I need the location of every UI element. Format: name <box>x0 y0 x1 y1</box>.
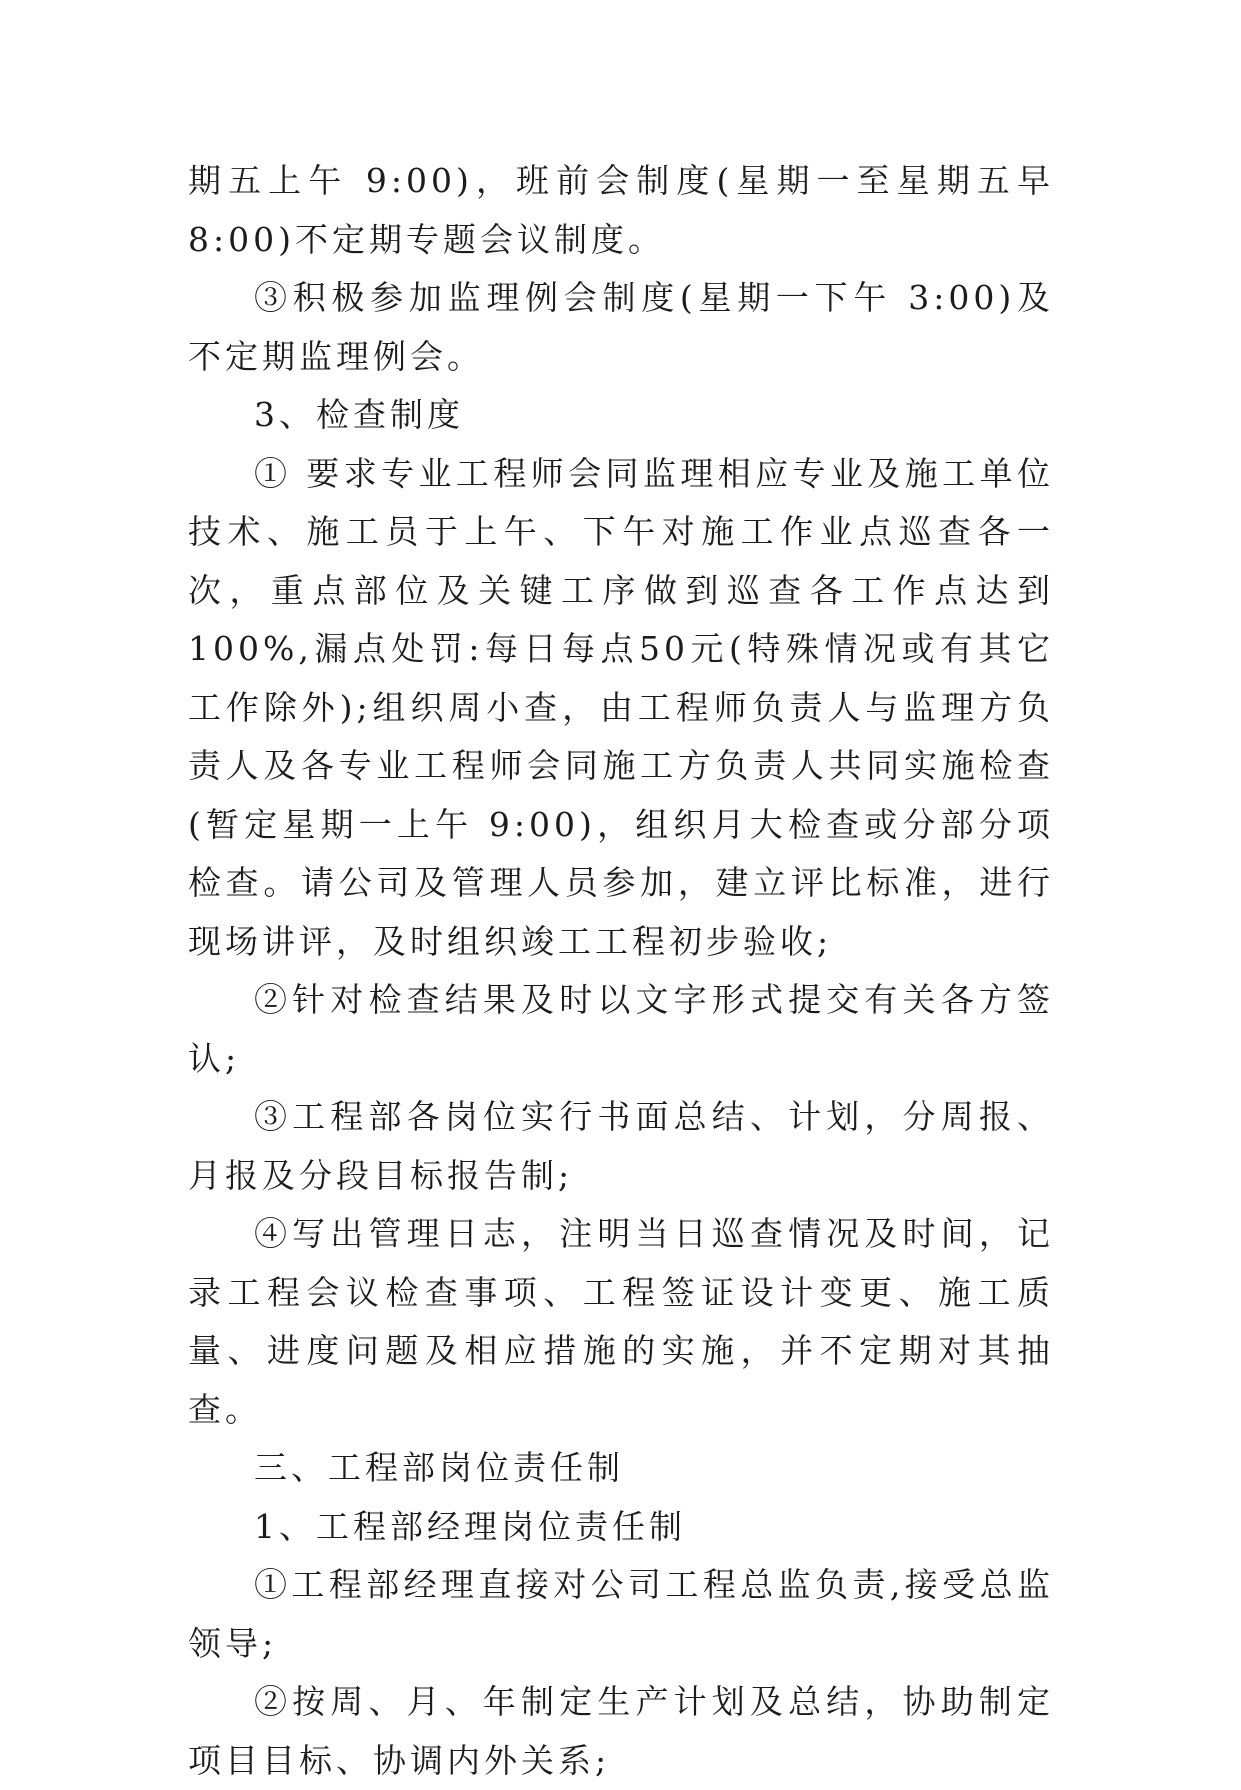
section-heading-inspection: 3、检查制度 <box>254 395 464 434</box>
paragraph-manager-2: ②按周、月、年制定生产计划及总结，协助制定项目目标、协调内外关系; <box>188 1682 1054 1780</box>
paragraph-continuation: 期五上午 9:00)，班前会制度(星期一至星期五早 8:00)不定期专题会议制度。 <box>188 161 1054 259</box>
subsection-heading-manager: 1、工程部经理岗位责任制 <box>254 1506 686 1546</box>
paragraph-manager-1: ①工程部经理直接对公司工程总监负责,接受总监领导; <box>188 1565 1054 1663</box>
paragraph-inspection-4: ④写出管理日志，注明当日巡查情况及时间，记录工程会议检查事项、工程签证设计变更、施工质量、进度问题及相应措施的实施，并不定期对其抽查。 <box>188 1214 1054 1429</box>
paragraph-inspection-2: ②针对检查结果及时以文字形式提交有关各方签认; <box>188 980 1054 1078</box>
section-heading-responsibility: 三、工程部岗位责任制 <box>254 1448 624 1487</box>
paragraph-inspection-1: ① 要求专业工程师会同监理相应专业及施工单位技术、施工员于上午、下午对施工作业点巡查各一次，重点部位及关键工序做到巡查各工作点达到100%,漏点处罚:每日每点50元(特殊情况或有其它工作除外);组织周小查，由工程师负责人与监理方负责人及各专业工程师会同施工方负责人共同实施检查(暂定星期一上午 9:00)，组织月大检查或分部分项检查。请公司及管理人员参加，建立评比标准，进行现场讲评，及时组织竣工工程初步验收; <box>188 453 1054 961</box>
document-body <box>188 152 1054 1790</box>
paragraph-meeting-3: ③积极参加监理例会制度(星期一下午 3:00)及不定期监理例会。 <box>188 278 1054 376</box>
paragraph-inspection-3: ③工程部各岗位实行书面总结、计划，分周报、月报及分段目标报告制; <box>188 1097 1054 1195</box>
